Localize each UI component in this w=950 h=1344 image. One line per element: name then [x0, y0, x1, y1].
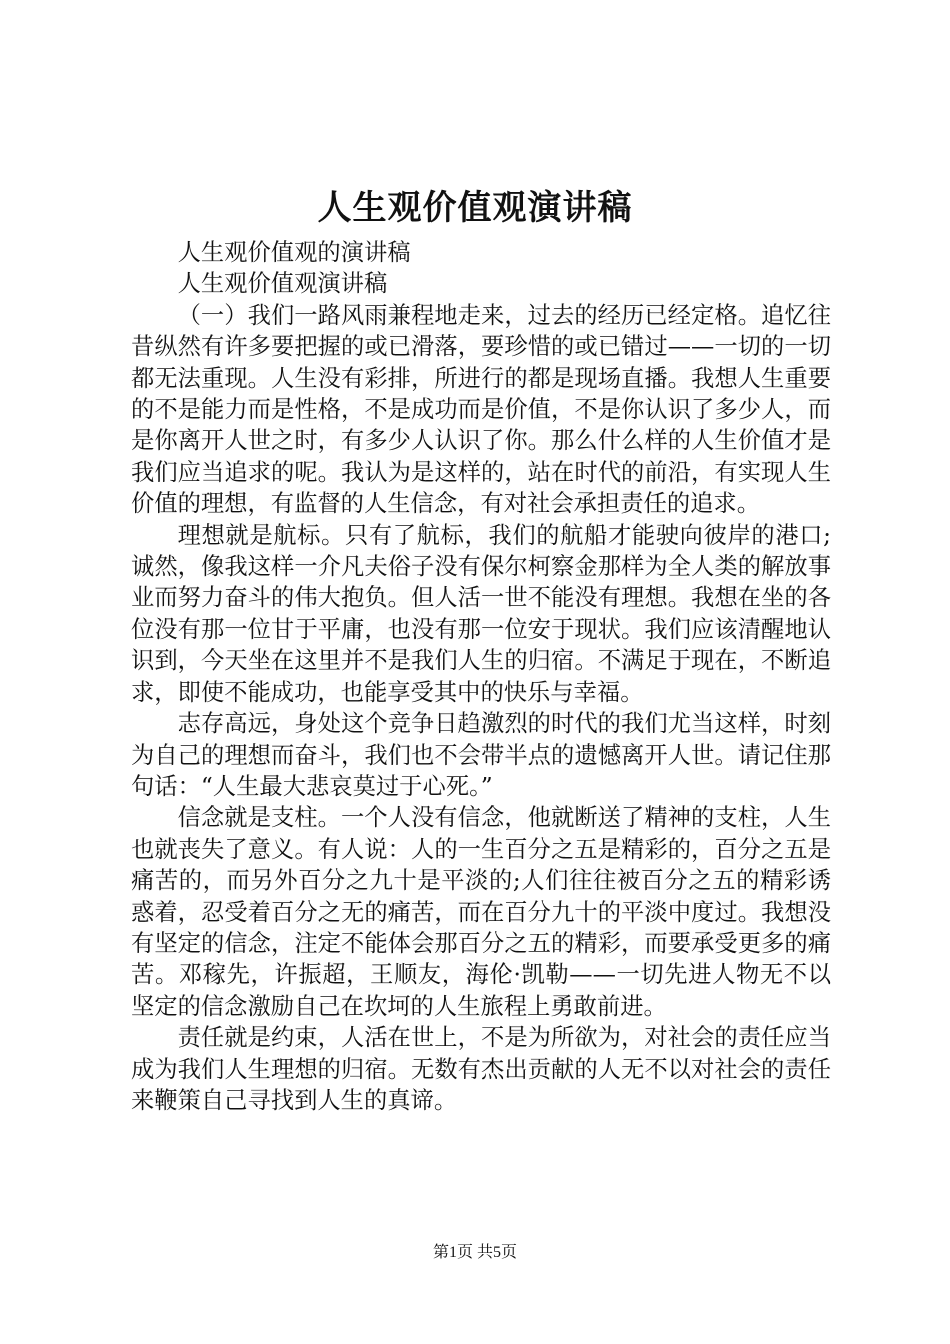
- paragraph-ideal: 理想就是航标。只有了航标，我们的航船才能驶向彼岸的港口;诚然，像我这样一介凡夫俗子没有保尔柯察金那样为全人类的解放事业而努力奋斗的伟大抱负。但人活一世不能没有理想。我想在坐的各位没有那一位甘于平庸，也没有那一位安于现状。我们应该清醒地认识到，今天坐在这里并不是我们人生的归宿。不满足于现在，不断追求，即使不能成功，也能享受其中的快乐与幸福。: [131, 521, 831, 706]
- paragraph-belief: 信念就是支柱。一个人没有信念，他就断送了精神的支柱，人生也就丧失了意义。有人说：人的一生百分之五是精彩的，百分之五是痛苦的，而另外百分之九十是平淡的;人们往往被百分之五的精彩诱惑着，忍受着百分之无的痛苦，而在百分九十的平淡中度过。我想没有坚定的信念，注定不能体会那百分之五的精彩，而要承受更多的痛苦。邓稼先，许振超，王顺友，海伦·凯勒——一切先进人物无不以坚定的信念激励自己在坎坷的人生旅程上勇敢前进。: [131, 804, 831, 1020]
- page-number-footer: 第1页 共5页: [432, 1244, 517, 1261]
- paragraph-subtitle-2: 人生观价值观演讲稿: [177, 270, 388, 298]
- paragraph-aspiration: 志存高远，身处这个竞争日趋激烈的时代的我们尤当这样，时刻为自己的理想而奋斗，我们也不会带半点的遗憾离开人世。请记住那句话：“人生最大悲哀莫过于心死。”: [131, 710, 831, 800]
- document-body: [131, 237, 831, 1116]
- paragraph-intro: （一）我们一路风雨兼程地走来，过去的经历已经定格。追忆往昔纵然有许多要把握的或已滑落，要珍惜的或已错过——一切的一切都无法重现。人生没有彩排，所进行的都是现场直播。我想人生重要的不是能力而是性格，不是成功而是价值，不是你认识了多少人，而是你离开人世之时，有多少人认识了你。那么什么样的人生价值才是我们应当追求的呢。我认为是这样的，站在时代的前沿，有实现人生价值的理想，有监督的人生信念，有对社会承担责任的追求。: [131, 301, 831, 518]
- paragraph-responsibility: 责任就是约束，人活在世上，不是为所欲为，对社会的责任应当成为我们人生理想的归宿。无数有杰出贡献的人无不以对社会的责任来鞭策自己寻找到人生的真谛。: [131, 1024, 831, 1114]
- document-title: 人生观价值观演讲稿: [317, 188, 633, 228]
- paragraph-subtitle-1: 人生观价值观的演讲稿: [177, 239, 411, 266]
